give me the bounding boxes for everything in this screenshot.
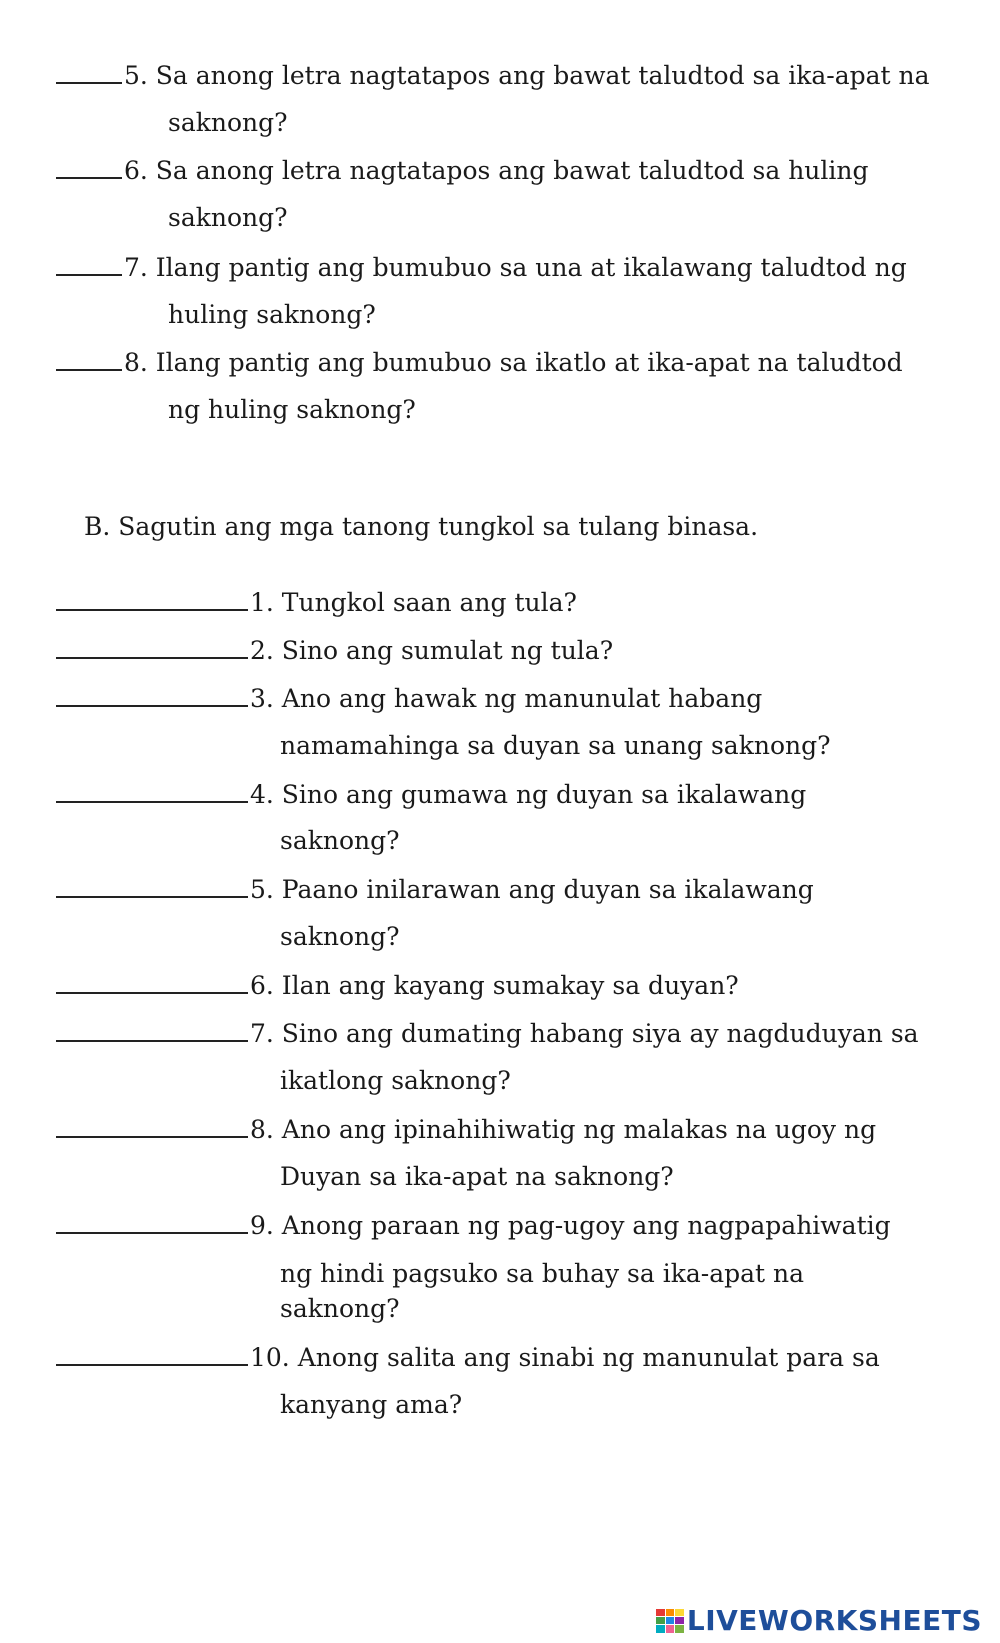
part-b-question-7 xyxy=(56,1018,919,1049)
question-text: 1. Tungkol saan ang tula? xyxy=(250,588,577,617)
question-continuation: kanyang ama? xyxy=(280,1390,463,1419)
answer-blank[interactable] xyxy=(56,970,248,994)
answer-blank[interactable] xyxy=(56,779,248,803)
logo-cell xyxy=(666,1617,675,1624)
question-text: 7. Ilang pantig ang bumubuo sa una at ikalawang taludtod ng xyxy=(124,253,907,282)
question-continuation: saknong? xyxy=(280,826,400,855)
answer-blank[interactable] xyxy=(56,1210,248,1234)
question-continuation: Duyan sa ika-apat na saknong? xyxy=(280,1162,674,1191)
question-continuation: huling saknong? xyxy=(168,300,376,329)
part-b-question-9 xyxy=(56,1210,891,1241)
logo-grid-icon xyxy=(656,1609,684,1633)
part-b-question-4 xyxy=(56,779,806,810)
logo-cell xyxy=(666,1625,675,1632)
logo-cell xyxy=(656,1609,665,1616)
question-continuation: ng hindi pagsuko sa buhay sa ika-apat na xyxy=(280,1259,805,1288)
logo-cell xyxy=(675,1609,684,1616)
part-a-question-7 xyxy=(56,252,907,283)
question-continuation: saknong? xyxy=(280,1294,400,1323)
answer-blank[interactable] xyxy=(56,155,122,179)
logo-cell xyxy=(656,1617,665,1624)
part-b-question-2 xyxy=(56,635,613,666)
part-b-question-3 xyxy=(56,683,762,714)
answer-blank[interactable] xyxy=(56,347,122,371)
question-text: 6. Ilan ang kayang sumakay sa duyan? xyxy=(250,971,739,1000)
question-continuation: ikatlong saknong? xyxy=(280,1066,511,1095)
question-continuation: saknong? xyxy=(168,203,288,232)
part-b-question-10 xyxy=(56,1342,880,1373)
answer-blank[interactable] xyxy=(56,1018,248,1042)
question-continuation: ng huling saknong? xyxy=(168,395,416,424)
answer-blank[interactable] xyxy=(56,1114,248,1138)
answer-blank[interactable] xyxy=(56,60,122,84)
logo-cell xyxy=(656,1625,665,1632)
question-text: 10. Anong salita ang sinabi ng manunulat para sa xyxy=(250,1343,880,1372)
liveworksheets-logo xyxy=(656,1604,982,1637)
question-text: 5. Paano inilarawan ang duyan sa ikalawang xyxy=(250,875,814,904)
question-text: 2. Sino ang sumulat ng tula? xyxy=(250,636,614,665)
question-text: 6. Sa anong letra nagtatapos ang bawat taludtod sa huling xyxy=(124,156,869,185)
question-continuation: saknong? xyxy=(168,108,288,137)
logo-cell xyxy=(675,1617,684,1624)
answer-blank[interactable] xyxy=(56,683,248,707)
section-b-title: B. Sagutin ang mga tanong tungkol sa tulang binasa. xyxy=(84,512,759,541)
part-b-question-5 xyxy=(56,874,814,905)
question-text: 3. Ano ang hawak ng manunulat habang xyxy=(250,684,763,713)
answer-blank[interactable] xyxy=(56,874,248,898)
logo-text: LIVEWORKSHEETS xyxy=(686,1604,982,1637)
question-text: 7. Sino ang dumating habang siya ay nagduduyan sa xyxy=(250,1019,919,1048)
part-a-question-5 xyxy=(56,60,930,91)
answer-blank[interactable] xyxy=(56,635,248,659)
answer-blank[interactable] xyxy=(56,252,122,276)
question-continuation: saknong? xyxy=(280,922,400,951)
question-text: 5. Sa anong letra nagtatapos ang bawat taludtod sa ika-apat na xyxy=(124,61,930,90)
logo-cell xyxy=(675,1625,684,1632)
question-text: 8. Ilang pantig ang bumubuo sa ikatlo at ika-apat na taludtod xyxy=(124,348,903,377)
answer-blank[interactable] xyxy=(56,1342,248,1366)
part-b-question-8 xyxy=(56,1114,876,1145)
question-text: 9. Anong paraan ng pag-ugoy ang nagpapahiwatig xyxy=(250,1211,891,1240)
part-a-question-6 xyxy=(56,155,869,186)
logo-cell xyxy=(666,1609,675,1616)
part-b-question-1 xyxy=(56,587,577,618)
question-continuation: namamahinga sa duyan sa unang saknong? xyxy=(280,731,831,760)
part-b-question-6 xyxy=(56,970,739,1001)
question-text: 8. Ano ang ipinahihiwatig ng malakas na ugoy ng xyxy=(250,1115,877,1144)
answer-blank[interactable] xyxy=(56,587,248,611)
part-a-question-8 xyxy=(56,347,903,378)
question-text: 4. Sino ang gumawa ng duyan sa ikalawang xyxy=(250,780,807,809)
